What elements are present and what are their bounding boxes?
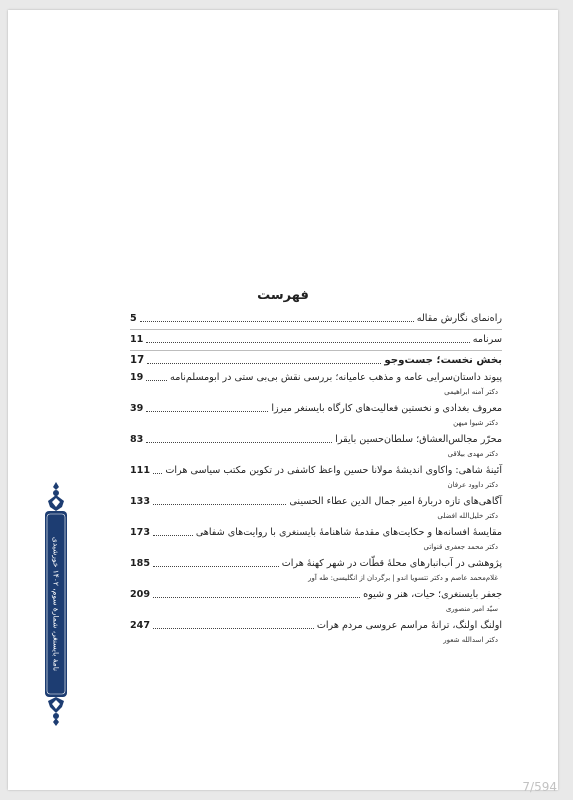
table-of-contents (130, 312, 502, 650)
toc-page-number: 11 (130, 334, 144, 345)
toc-leader-dots (153, 628, 314, 629)
journal-spine-label (42, 480, 70, 728)
toc-entry-author: غلام‌محمد عاصم و دکتر تتسویا اندو | برگردان از انگلیسی: طه آور (308, 574, 498, 582)
toc-entry (130, 371, 502, 398)
toc-entry (130, 557, 502, 584)
toc-leader-dots (153, 535, 193, 536)
toc-entry-title: آئینهٔ شاهی: واکاوی اندیشهٔ مولانا حسین واعظ کاشفی در تکوین مکتب سیاسی هرات (165, 465, 502, 476)
toc-leader-dots (146, 442, 332, 443)
toc-entry-author: دکتر مهدی بیلاقی (447, 450, 498, 458)
toc-entry-title: پژوهشی در آب‌انبارهای محلهٔ قطّات در شهر کهنهٔ هرات (281, 558, 502, 569)
spine-text: نامهٔ بایسنغر، شمارهٔ سوم، ۱۴۰۲ خورشیدی (51, 536, 61, 672)
toc-page-number: 39 (130, 403, 144, 414)
toc-row (130, 557, 502, 570)
toc-leader-dots (146, 411, 268, 412)
toc-entry (130, 402, 502, 429)
toc-entry-title: سرنامه (472, 334, 502, 345)
toc-entry-author: دکتر خلیل‌الله افضلی (437, 512, 498, 520)
toc-leader-dots (146, 380, 167, 381)
toc-page-number: 247 (130, 620, 151, 631)
toc-separator (130, 329, 502, 330)
toc-entry-title: اولنگ اولنگ، ترانهٔ مراسم عروسی مردم هرات (316, 620, 502, 631)
toc-entry-title: آگاهی‌های تازه دربارهٔ امیر جمال الدین عطاء الحسینی (289, 496, 502, 507)
toc-entry-title: معروف بغدادی و نخستین فعالیت‌های کارگاه بایسنغر میرزا (271, 403, 502, 414)
toc-entry-title: جعفر بایسنغری؛ حیات، هنر و شیوه (363, 589, 502, 600)
toc-page-number: 209 (130, 589, 151, 600)
toc-entry (130, 433, 502, 460)
toc-entry-title: پیوند داستان‌سرایی عامه و مذهب عامیانه؛ بررسی نقش بی‌بی ستی در ابومسلم‌نامه (170, 372, 502, 383)
toc-entry (130, 619, 502, 646)
toc-entry-author: دکتر آمنه ابراهیمی (444, 388, 498, 396)
toc-entry-author: سیّد امیر منصوری (445, 605, 498, 613)
toc-row (130, 588, 502, 601)
toc-separator (130, 350, 502, 351)
toc-page-number: 111 (130, 465, 151, 476)
toc-entry-title: بخش نخست؛ جست‌وجو (384, 355, 502, 366)
toc-entry-author: دکتر شیوا میهن (453, 419, 498, 427)
toc-leader-dots (153, 473, 162, 474)
toc-page-number: 133 (130, 496, 151, 507)
toc-row (130, 312, 502, 325)
toc-page-number: 173 (130, 527, 151, 538)
document-page (8, 10, 558, 790)
toc-entry (130, 495, 502, 522)
toc-page-number: 185 (130, 558, 151, 569)
toc-entry-author: دکتر محمد جعفری قنواتی (423, 543, 498, 551)
toc-title: فهرست (257, 288, 309, 303)
toc-row (130, 526, 502, 539)
toc-row (130, 433, 502, 446)
toc-page-number: 83 (130, 434, 144, 445)
toc-leader-dots (147, 363, 381, 364)
toc-row (130, 333, 502, 346)
toc-row (130, 619, 502, 632)
toc-row (130, 402, 502, 415)
page-counter: 7/594 (522, 780, 557, 794)
toc-leader-dots (146, 342, 469, 343)
toc-entry-title: راه‌نمای نگارش مقاله (416, 313, 502, 324)
toc-page-number: 19 (130, 372, 144, 383)
toc-entry-author: دکتر داوود عرفان (447, 481, 498, 489)
toc-entry-author: دکتر اسدالله شعور (443, 636, 498, 644)
toc-page-number: 5 (130, 313, 137, 324)
toc-entry (130, 354, 502, 367)
toc-leader-dots (153, 504, 286, 505)
toc-entry-title: محرّر مجالس‌العشاق؛ سلطان‌حسین بایقرا (335, 434, 502, 445)
toc-entry (130, 526, 502, 553)
toc-entry (130, 312, 502, 325)
toc-leader-dots (153, 597, 360, 598)
toc-entry (130, 588, 502, 615)
toc-entry-title: مقایسهٔ افسانه‌ها و حکایت‌های مقدمهٔ شاهنامهٔ بایسنغری با روایت‌های شفاهی (195, 527, 502, 538)
toc-leader-dots (140, 321, 414, 322)
toc-entry (130, 464, 502, 491)
toc-entry (130, 333, 502, 346)
toc-row (130, 464, 502, 477)
toc-row (130, 371, 502, 384)
toc-page-number: 17 (130, 355, 145, 366)
toc-leader-dots (153, 566, 279, 567)
toc-section-row (130, 354, 502, 367)
toc-row (130, 495, 502, 508)
